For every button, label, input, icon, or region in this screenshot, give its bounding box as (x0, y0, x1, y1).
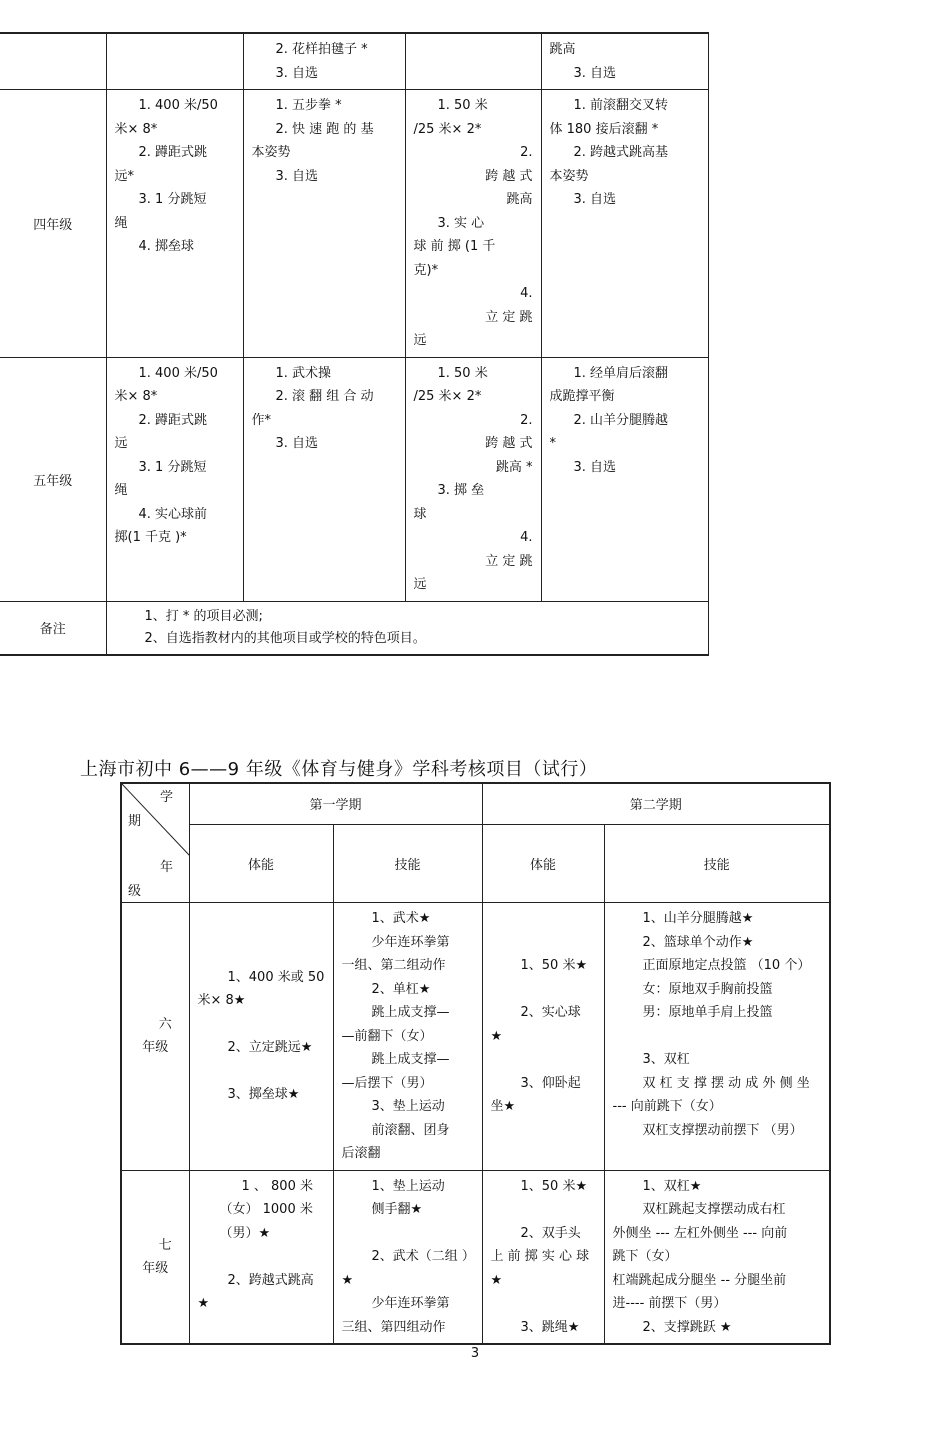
cell-line: 远* (114, 168, 135, 184)
grade-label-b: 级 (128, 884, 142, 899)
cell-line: 杠端跳起成分腿坐 -- 分腿坐前 (612, 1272, 787, 1288)
cell-line: 4. (520, 530, 533, 545)
cell-line (491, 1198, 596, 1222)
cell-line: 2. 蹲距式跳 (138, 412, 208, 428)
cell-line: （男）★ (219, 1225, 271, 1241)
cell-line: —后摆下（男） (341, 1075, 433, 1091)
grade4-skill1 (244, 90, 405, 192)
cell-line: 双杠跳起支撑摆动成右杠 (642, 1202, 786, 1217)
cell-line: 一组、第二组动作 (341, 958, 446, 973)
cell-line: 跳下（女） (612, 1249, 678, 1264)
cell-line: 掷(1 千克 )* (114, 530, 187, 545)
grade-label: 四年级 (0, 90, 106, 358)
cell-line: 本姿势 (251, 145, 291, 160)
cell-line: 4. (520, 286, 533, 301)
cell-line: 3. 自选 (275, 168, 319, 184)
cell-line: 女：原地双手胸前投篮 (642, 981, 773, 997)
cell-line: * (549, 436, 556, 451)
cell-line: 球 前 掷 (1 千 (413, 239, 496, 254)
cell-line: 米× 8* (114, 389, 158, 404)
cell-line: 绳 (114, 215, 128, 231)
cell-line: 立 定 跳 (485, 553, 533, 569)
cell-line: 1、50 米★ (520, 1178, 588, 1194)
cell-line: 1. 经单肩后滚翻 (573, 365, 669, 381)
cell-line: 体 180 接后滚翻 * (549, 121, 659, 137)
cell-line: 外侧坐 --- 左杠外侧坐 --- 向前 (612, 1225, 788, 1241)
top-skill1 (244, 34, 405, 89)
cell-line: 3. 1 分跳短 (138, 459, 207, 475)
cell-line: 跳高 (549, 42, 576, 57)
grade7-s2-skill (605, 1171, 830, 1344)
page-number: 3 (470, 1346, 480, 1361)
cell-line: 3、仰卧起 (520, 1075, 581, 1091)
term-label-a: 学 (160, 790, 174, 805)
cell-line: 远 (413, 333, 427, 348)
cell-line: 侧手翻★ (371, 1202, 423, 1217)
cell-line: 1. 50 米 (437, 365, 488, 381)
grade4-skill2 (542, 90, 708, 216)
notes-label: 备注 (0, 601, 106, 655)
s2-fitness-header: 体能 (482, 824, 604, 902)
cell-line: 本姿势 (549, 168, 589, 184)
cell-line: （女） 1000 米 (219, 1202, 313, 1217)
cell-line: 4. 实心球前 (138, 506, 208, 522)
cell-line: 2、实心球 (520, 1005, 581, 1020)
cell-line: 1. 前滚翻交叉转 (573, 98, 669, 113)
cell-line: 正面原地定点投篮 （10 个） (642, 958, 811, 973)
cell-line: /25 米× 2* (413, 389, 482, 404)
grade7-label: 七 年级 (121, 1170, 189, 1344)
cell-line (613, 1025, 822, 1049)
cell-line (198, 1013, 325, 1037)
cell-line: 2、自选指教材内的其他项目或学校的特色项目。 (144, 630, 426, 646)
table-row (0, 33, 708, 90)
cell-line: /25 米× 2* (413, 121, 482, 137)
grade7-s1-skill (334, 1171, 482, 1344)
grade5-fitness1 (107, 358, 243, 554)
cell-line: 少年连环拳第 (371, 1296, 450, 1311)
table-row (121, 903, 830, 1171)
cell-line: 2、双手头 (520, 1225, 581, 1241)
cell-line: 2. 山羊分腿腾越 (573, 412, 669, 428)
cell-line: 跨 越 式 (485, 168, 533, 184)
cell-line: 2、立定跳远★ (227, 1040, 313, 1056)
cell-line: 1、400 米或 50 (227, 969, 325, 985)
cell-line: 1. 50 米 (437, 98, 488, 113)
cell-line: 1. 400 米/50 (138, 98, 218, 113)
grade-label: 五年级 (0, 357, 106, 601)
cell-line: 2. 蹲距式跳 (138, 145, 208, 160)
cell-line: 2. 跨越式跳高基 (573, 145, 669, 160)
cell-line: 1、双杠★ (642, 1178, 702, 1194)
cell-line: 远 (413, 577, 427, 592)
grade4-fitness1 (107, 90, 243, 263)
cell-line: 1 、 800 米 (241, 1178, 313, 1194)
cell-line (198, 1245, 325, 1269)
cell-line: 3. 1 分跳短 (138, 192, 207, 207)
cell-line: 1、垫上运动 (371, 1178, 445, 1194)
cell-line: 跳上成支撑— (371, 1005, 450, 1020)
cell-line: —前翻下（女） (341, 1028, 433, 1044)
term-label-b: 期 (128, 814, 142, 829)
cell-line: ★ (197, 1296, 210, 1311)
cell-line: 3、跳绳★ (520, 1319, 580, 1335)
cell-line: 1、50 米★ (520, 958, 588, 973)
table-row (121, 1170, 830, 1344)
cell-line: 2、跨越式跳高 (227, 1272, 314, 1288)
cell-line: 3. 自选 (275, 65, 319, 81)
cell-line: 跨 越 式 (485, 436, 533, 451)
cell-line: 3. 自选 (573, 459, 617, 475)
grade6-s1-fitness (190, 962, 333, 1111)
cell-line: 1、武术★ (371, 911, 431, 926)
page-title: 上海市初中 6——9 年级《体育与健身》学科考核项目（试行） (80, 759, 598, 780)
cell-line: 2. (520, 412, 533, 428)
cell-line: 2、篮球单个动作★ (642, 934, 754, 950)
cell-line: 3. 掷 垒 (437, 483, 485, 498)
cell-line: 跳高 * (495, 459, 533, 475)
table-row (121, 783, 830, 824)
cell-line: 绳 (114, 483, 128, 498)
s2-skill-header: 技能 (604, 824, 830, 902)
cell-line: 2、单杠★ (371, 981, 431, 997)
grade7-s2-fitness (483, 1171, 604, 1344)
cell-line: 男：原地单手肩上投篮 (642, 1005, 773, 1020)
table-grades-6-7 (120, 782, 831, 1345)
grade5-skill2 (542, 358, 708, 484)
cell-line (491, 1048, 596, 1072)
cell-line (342, 1222, 474, 1246)
grade6-label: 六 年级 (121, 903, 189, 1171)
cell-line: 少年连环拳第 (371, 934, 450, 950)
cell-line: 1. 400 米/50 (138, 365, 218, 381)
table-row (0, 601, 708, 655)
cell-line (491, 1292, 596, 1316)
cell-line: ★ (490, 1272, 503, 1288)
table-row (0, 90, 708, 358)
grade5-fitness2 (406, 358, 541, 601)
notes-text (107, 602, 708, 654)
cell-line: 球 (413, 506, 427, 522)
s1-fitness-header: 体能 (189, 824, 333, 902)
cell-line: 3. 自选 (573, 192, 617, 207)
cell-line: 米× 8* (114, 121, 158, 137)
cell-line: 跳上成支撑— (371, 1052, 450, 1067)
cell-line: 1. 武术操 (275, 365, 332, 381)
cell-line: ★ (490, 1028, 503, 1044)
grade6-s2-skill (605, 903, 830, 1146)
grade-label-a: 年 (160, 860, 174, 875)
cell-line: 3、垫上运动 (371, 1099, 445, 1114)
cell-line: 1、打 * 的项目必测; (144, 608, 263, 624)
cell-line: 3. 自选 (275, 436, 319, 451)
cell-line: 立 定 跳 (485, 309, 533, 325)
cell-line: 坐★ (490, 1099, 516, 1114)
cell-line: 1、山羊分腿腾越★ (642, 911, 754, 926)
cell-line: 米× 8★ (197, 993, 246, 1009)
cell-line: 进---- 前摆下（男） (612, 1296, 727, 1311)
cell-line: 后滚翻 (341, 1146, 381, 1161)
semester1-header: 第一学期 (189, 783, 482, 824)
table-grades-4-5 (0, 32, 709, 656)
cell-line: 成跪撑平衡 (549, 389, 615, 404)
cell-line: 克)* (413, 262, 439, 278)
diagonal-header (122, 784, 189, 902)
cell-line: --- 向前跳下（女） (612, 1099, 722, 1114)
table-row (121, 824, 830, 902)
cell-line: 双杠支撑摆动前摆下 （男） (642, 1122, 803, 1138)
cell-line: 2、武术（二组 ） (371, 1249, 475, 1264)
cell-line: 2. (520, 145, 533, 160)
s1-skill-header: 技能 (333, 824, 482, 902)
cell-line: 远 (114, 436, 128, 451)
cell-line (198, 1060, 325, 1084)
cell-line: 4. 掷垒球 (138, 239, 195, 254)
grade4-fitness2 (406, 90, 541, 357)
cell-line: 上 前 掷 实 心 球 (490, 1249, 590, 1264)
grade7-s1-fitness (190, 1171, 333, 1320)
semester2-header: 第二学期 (482, 783, 830, 824)
cell-line: 2. 快 速 跑 的 基 (275, 121, 374, 137)
cell-line: 跳高 (506, 192, 533, 207)
top-skill2 (542, 34, 708, 89)
cell-line: 3. 自选 (573, 65, 617, 81)
table-row (0, 357, 708, 601)
cell-line: 1. 五步拳 * (275, 98, 342, 113)
cell-line: 3. 实 心 (437, 215, 485, 231)
cell-line: 2. 滚 翻 组 合 动 (275, 389, 374, 404)
cell-line: 2. 花样拍毽子 * (275, 42, 368, 57)
cell-line: 作* (251, 412, 272, 428)
cell-line: 前滚翻、团身 (371, 1122, 450, 1138)
cell-line: 三组、第四组动作 (341, 1319, 446, 1335)
grade6-s2-fitness (483, 950, 604, 1123)
cell-line: 双 杠 支 撑 摆 动 成 外 侧 坐 (642, 1075, 810, 1091)
grade5-skill1 (244, 358, 405, 460)
cell-line: ★ (341, 1272, 354, 1288)
cell-line: 3、掷垒球★ (227, 1087, 300, 1103)
grade6-s1-skill (334, 903, 482, 1170)
cell-line (491, 978, 596, 1002)
cell-line: 3、双杠 (642, 1052, 690, 1067)
cell-line: 2、支撑跳跃 ★ (642, 1319, 732, 1335)
